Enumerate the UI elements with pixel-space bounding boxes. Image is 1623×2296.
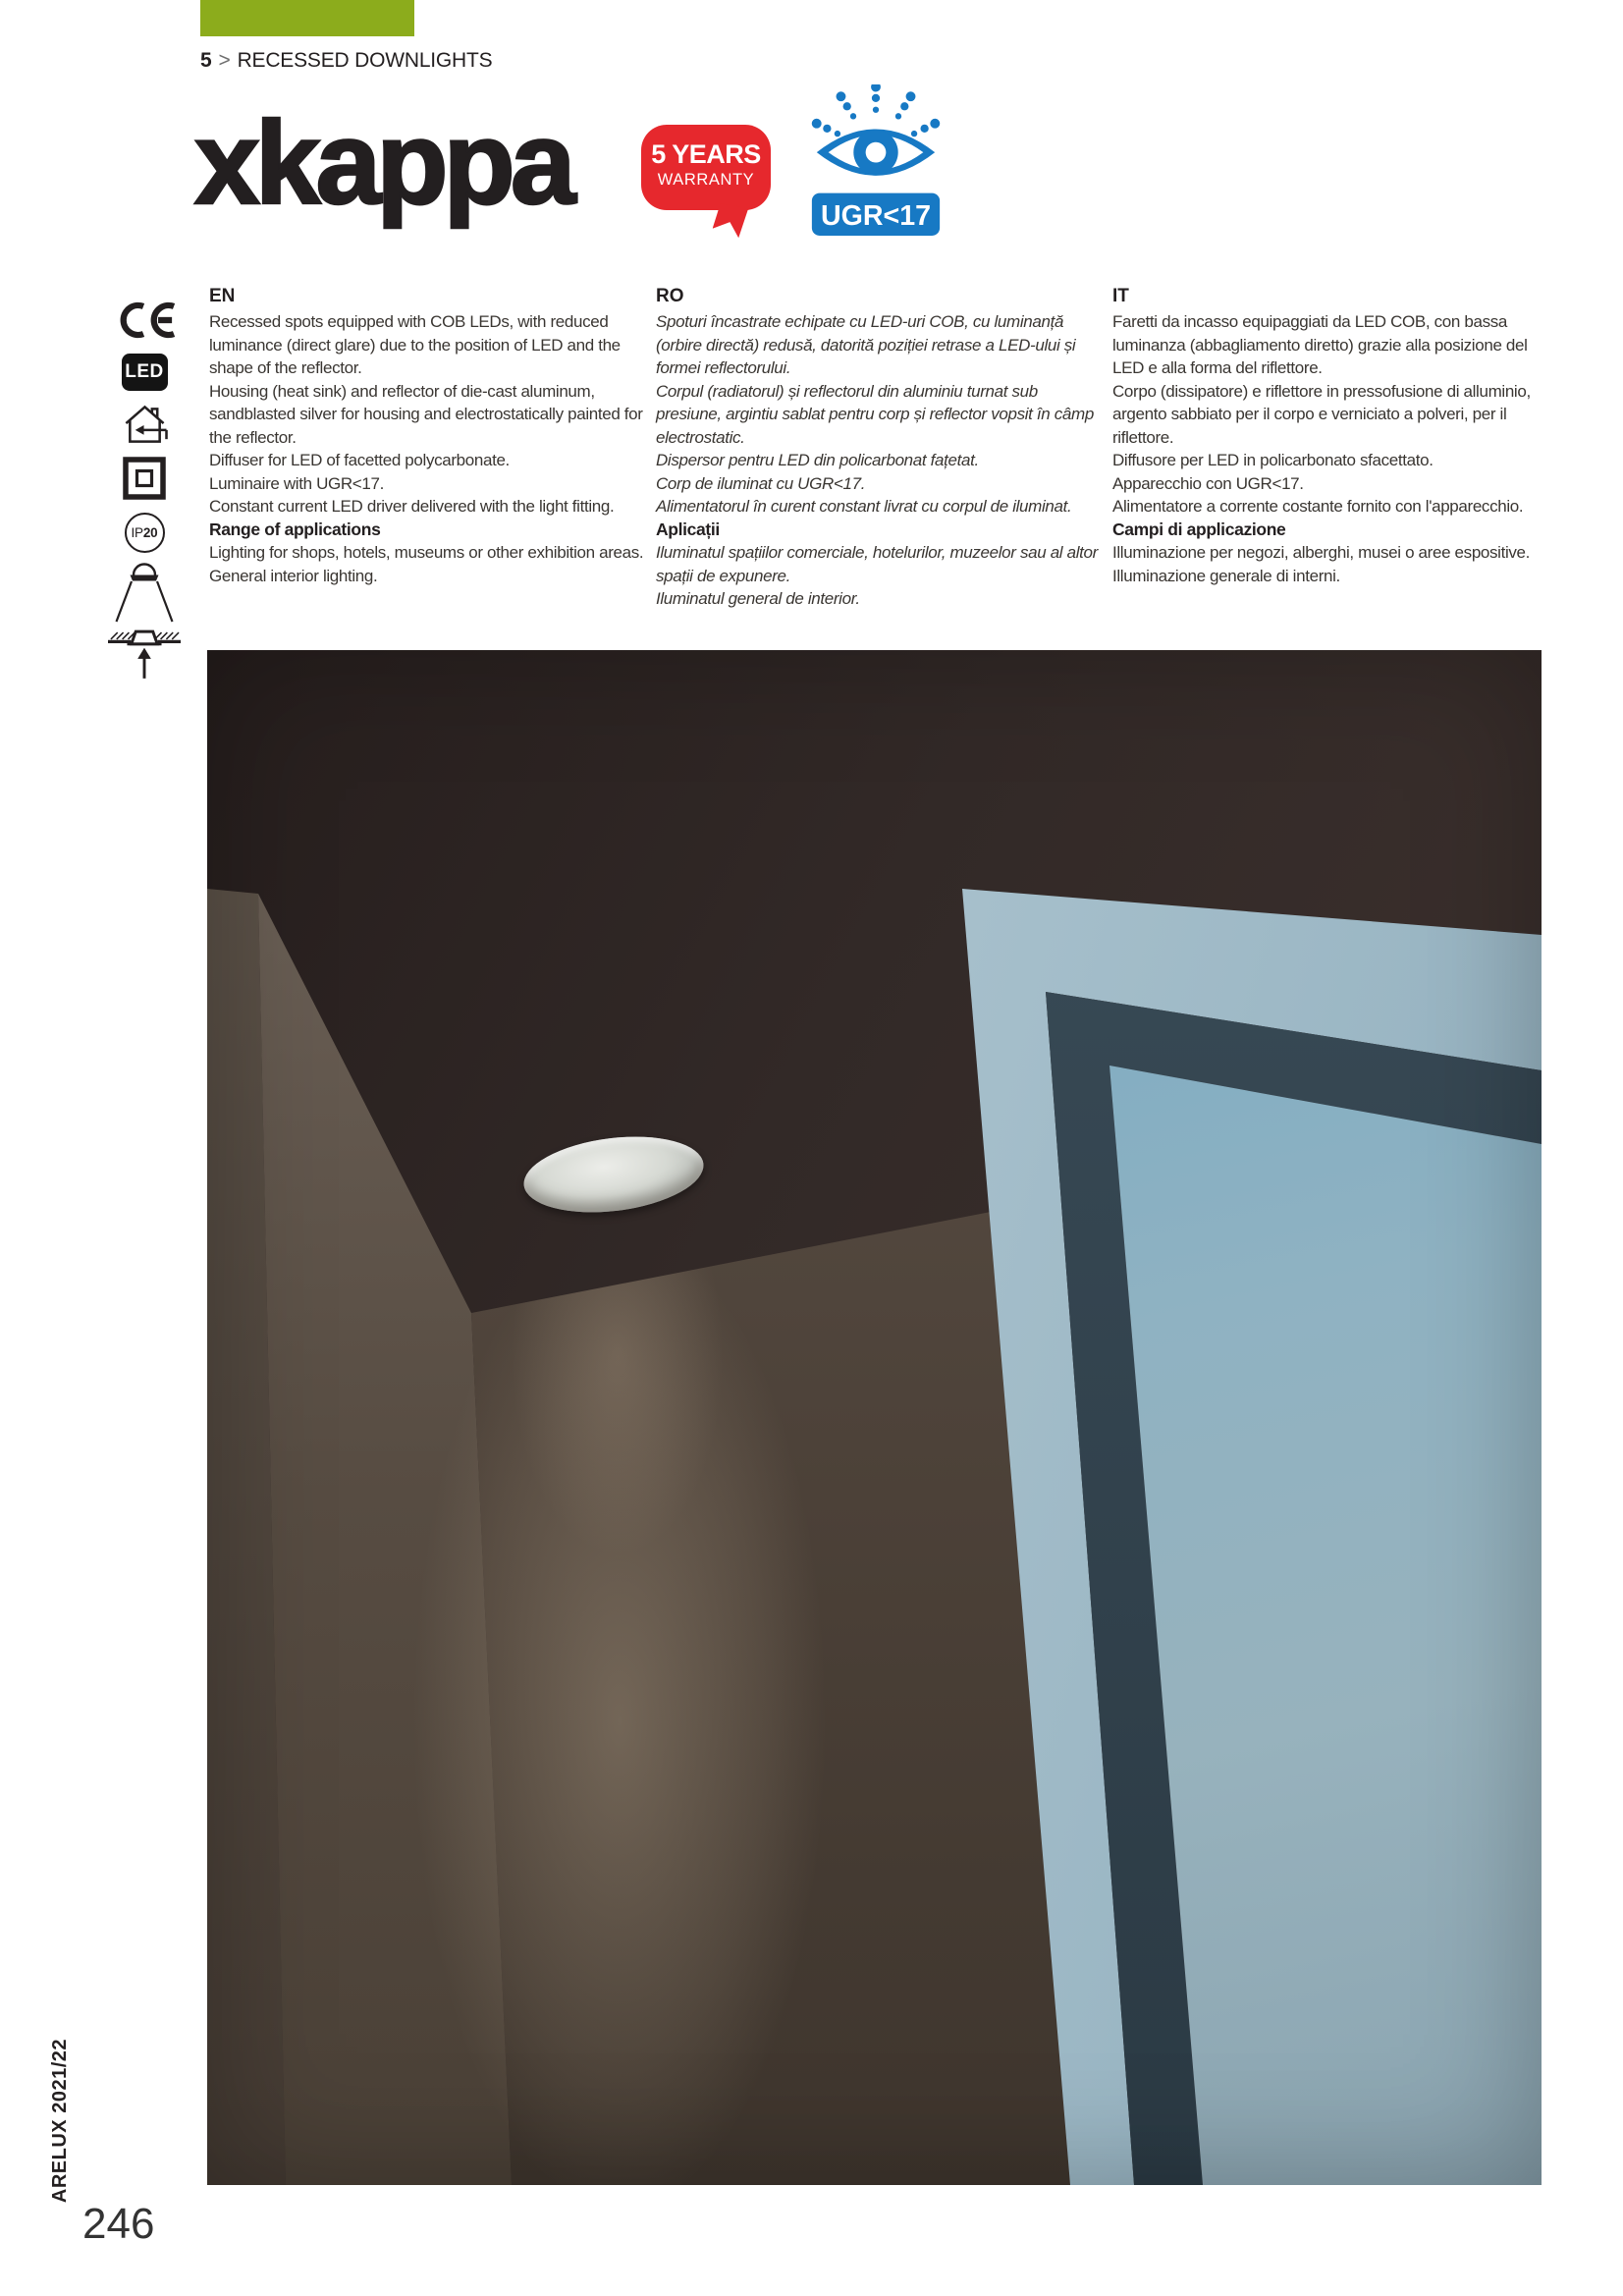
section-title: RECESSED DOWNLIGHTS xyxy=(237,49,493,72)
paragraph: Dispersor pentru LED din policarbonat fațetat. xyxy=(656,451,979,469)
paragraph: General interior lighting. xyxy=(209,566,378,585)
certification-icons xyxy=(102,301,187,680)
ribbon-tail-icon xyxy=(712,203,749,241)
applications-subhead: Aplicații xyxy=(656,519,720,539)
ugr-badge xyxy=(803,84,948,240)
page-number: 246 xyxy=(82,2200,155,2248)
ip-prefix: IP xyxy=(131,525,143,540)
paragraph: Corpo (dissipatore) e riflettore in pressofusione di alluminio, argento sabbiato per il corpo e verniciato a polveri, per il riflettore. xyxy=(1112,381,1531,447)
paragraph: Iluminatul general de interior. xyxy=(656,589,860,608)
column-heading-ro: RO xyxy=(656,286,684,306)
warranty-badge xyxy=(641,125,771,210)
ugr-eye-icon xyxy=(803,84,948,240)
chapter-number: 5 xyxy=(200,49,212,72)
paragraph: Illuminazione per negozi, alberghi, musei o aree espositive. xyxy=(1112,543,1531,562)
paragraph: Lighting for shops, hotels, museums or other exhibition areas. xyxy=(209,543,644,562)
paragraph: Diffusore per LED in policarbonato sfacettato. xyxy=(1112,451,1434,469)
paragraph: Corpul (radiatorul) și reflectorul din aluminiu turnat sub presiune, argintiu sablat pentru corp și reflector vopsit în câmp electrostatic. xyxy=(656,381,1094,447)
breadcrumb xyxy=(200,49,492,73)
warranty-word-label: WARRANTY xyxy=(657,171,755,189)
ce-mark-icon xyxy=(113,301,176,340)
beam-angle-icon xyxy=(114,561,175,624)
accent-bar xyxy=(200,0,414,36)
ip-rating-icon xyxy=(125,513,165,553)
recessed-mounting-arrow-icon xyxy=(108,629,181,680)
recessed-installation-house-icon xyxy=(122,403,168,447)
paragraph: Alimentatorul în curent constant livrat cu corpul de iluminat. xyxy=(656,497,1072,516)
edition-label: ARELUX 2021/22 xyxy=(49,2039,71,2204)
paragraph: Diffuser for LED of facetted polycarbonate. xyxy=(209,451,510,469)
paragraph: Constant current LED driver delivered with the light fitting. xyxy=(209,497,615,516)
applications-subhead: Campi di applicazione xyxy=(1112,519,1286,539)
paragraph: Alimentatore a corrente costante fornito con l'apparecchio. xyxy=(1112,497,1524,516)
applications-subhead: Range of applications xyxy=(209,519,381,539)
paragraph: Iluminatul spațiilor comerciale, hotelurilor, muzeelor sau al altor spații de expunere. xyxy=(656,543,1098,585)
paragraph: Spoturi încastrate echipate cu LED-uri COB, cu luminanță (orbire directă) redusă, datorită poziției retrase a LED-ului și formei reflectorului. xyxy=(656,312,1076,377)
description-column-en xyxy=(209,286,653,587)
ip-value: 20 xyxy=(142,525,158,540)
column-heading-it: IT xyxy=(1112,286,1129,306)
warranty-years-label: 5 YEARS xyxy=(651,139,761,169)
column-heading-en: EN xyxy=(209,286,236,306)
class-ii-double-square-icon xyxy=(123,457,166,500)
led-icon: LED xyxy=(122,354,168,391)
description-column-it xyxy=(1112,286,1544,587)
paragraph: Corp de iluminat cu UGR<17. xyxy=(656,473,866,493)
product-photo xyxy=(207,650,1542,2185)
paragraph: Apparecchio con UGR<17. xyxy=(1112,473,1304,493)
photo-vignette xyxy=(207,650,1542,2185)
breadcrumb-separator: > xyxy=(218,49,231,72)
paragraph: Housing (heat sink) and reflector of die-cast aluminum, sandblasted silver for housing and electrostatically painted for the reflector. xyxy=(209,381,643,447)
paragraph: Faretti da incasso equipaggiati da LED COB, con bassa luminanza (abbagliamento diretto) grazie alla posizione del LED e alla forma del riflettore. xyxy=(1112,312,1528,377)
paragraph: Recessed spots equipped with COB LEDs, with reduced luminance (direct glare) due to the position of LED and the shape of the reflector. xyxy=(209,312,621,377)
ugr-value-label: UGR<17 xyxy=(820,200,932,233)
paragraph: Luminaire with UGR<17. xyxy=(209,473,384,493)
paragraph: Illuminazione generale di interni. xyxy=(1112,566,1340,585)
description-column-ro xyxy=(656,286,1100,611)
product-title: xkappa xyxy=(194,97,571,229)
